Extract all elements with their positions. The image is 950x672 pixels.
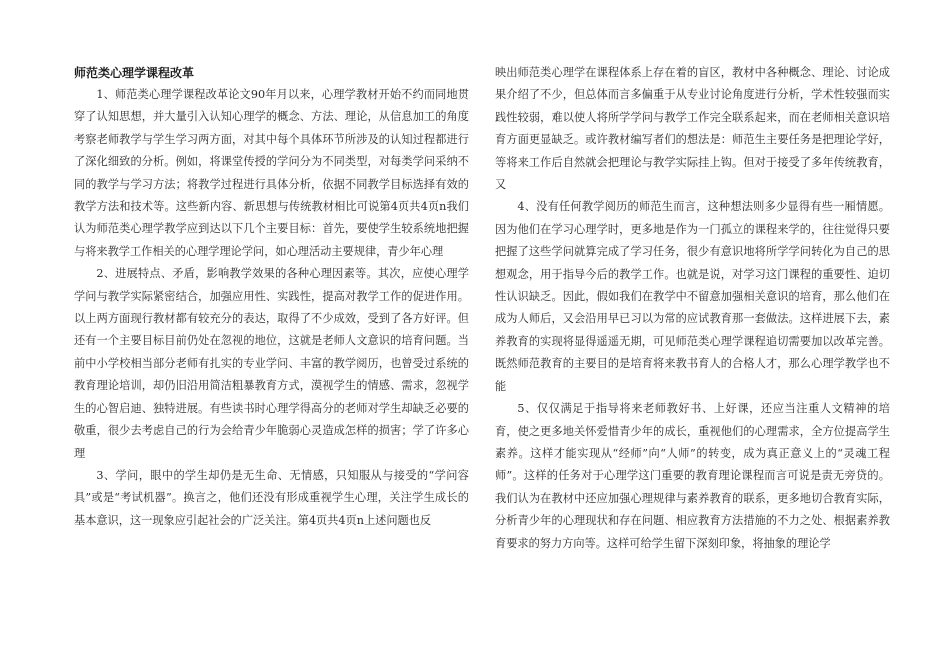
paragraph-2: 2、进展特点、矛盾，影响教学效果的各种心理因素等。其次，应使心理学学问与教学实际紧密结合，加强应用性、实践性，提高对教学工作的促进作用。以上两方面现行教材都有较充分的表达，取得了不少成效，受到了各方好评。但还有一个主要目标目前仍处在忽视的地位，这就是老师人文意识的培育问题。当前中小学校相当部分老师有扎实的专业学问、丰富的教学阅历，也曾受过系统的教育理论培训，却仍旧沿用简洁粗暴教育方式，漠视学生的情感、需求，忽视学生的心智启迪、独特进展。有些读书时心理学得高分的老师对学生却缺乏必要的敬重，很少去考虑自己的行为会给青少年脆弱心灵造成怎样的损害；学了许多心理 [74,267,469,460]
paragraph-4: 4、没有任何教学阅历的师范生而言，这种想法则多少显得有些一厢情愿。因为他们在学习心理学时，更多地是作为一门孤立的课程来学的，往往觉得只要把握了这些学问就算完成了学习任务，很少有意识地将所学学问转化为自己的思想观念，用于指导今后的教学工作。也就是说，对学习这门课程的重要性、迫切性认识缺乏。因此，假如我们在教学中不留意加强相关意识的培育，那么他们在成为人师后，又会沿用早已习以为常的应试教育那一套做法。这样进展下去，素养教育的实现将显得遥遥无期，可见师范类心理学课程追切需要加以改革完善。既然师范教育的主要目的是培育将来教书育人的合格人才，那么心理学教学也不能 [495,200,890,393]
document-title: 师范类心理学课程改革 [74,66,195,80]
paragraph-1: 1、师范类心理学课程改革论文90年月以来，心理学教材开始不约而同地贯穿了认知思想，并大量引入认知心理学的概念、方法、理论，从信息加工的角度考察老师教学与学生学习两方面，对其中每个具体环节所涉及的认知过程都进行了深化细致的分析。例如，将课堂传授的学问分为不同类型，对每类学问采纳不同的教学与学习方法；将教学过程进行具体分析，依据不同教学目标选择有效的教学方法和技术等。这些新内容、新思想与传统教材相比可说第4页共4页n我们认为师范类心理学教学应到达以下几个主要目标：首先，要使学生较系统地把握与将来教学工作相关的心理学理论学问，如心理活动主要规律，青少年心理 [74,88,469,258]
right-column [495,62,890,555]
paragraph-3-continued: 映出师范类心理学在课程体系上存在着的盲区，教材中各种概念、理论、讨论成果介绍了不少，但总体而言多偏重于从专业讨论角度进行分析，学术性较强而实践性较弱，难以使人将所学学问与教学工作完全联系起来，而在老师相关意识培育方面更显缺乏。或许教材编写者们的想法是：师范生主要任务是把理论学好，等将来工作后自然就会把理论与教学实际挂上钩。但对于接受了多年传统教育，又 [495,66,890,192]
paragraph-3: 3、学问，眼中的学生却仍是无生命、无情感，只知服从与接受的“学问容具”或是“考试机器”。换言之，他们还没有形成重视学生心理，关注学生成长的基本意识，这一现象应引起社会的广泛关注。第4页共4页n上述问题也反 [74,468,469,527]
left-column [74,62,469,532]
paragraph-5: 5、仅仅满足于指导将来老师教好书、上好课，还应当注重人文精神的培育，使之更多地关怀爱惜青少年的成长，重视他们的心理需求，全方位提高学生素养。这样才能实现从“经师”向“人师”的转变，成为真正意义上的“灵魂工程师”。这样的任务对于心理学这门重要的教育理论课程而言可说是责无旁贷的。我们认为在教材中还应加强心理规律与素养教育的联系，更多地切合教育实际，分析青少年的心理现状和存在问题、相应教育方法措施的不力之处、根据素养教育要求的努力方向等。这样可给学生留下深刻印象，将抽象的理论学 [495,402,890,550]
